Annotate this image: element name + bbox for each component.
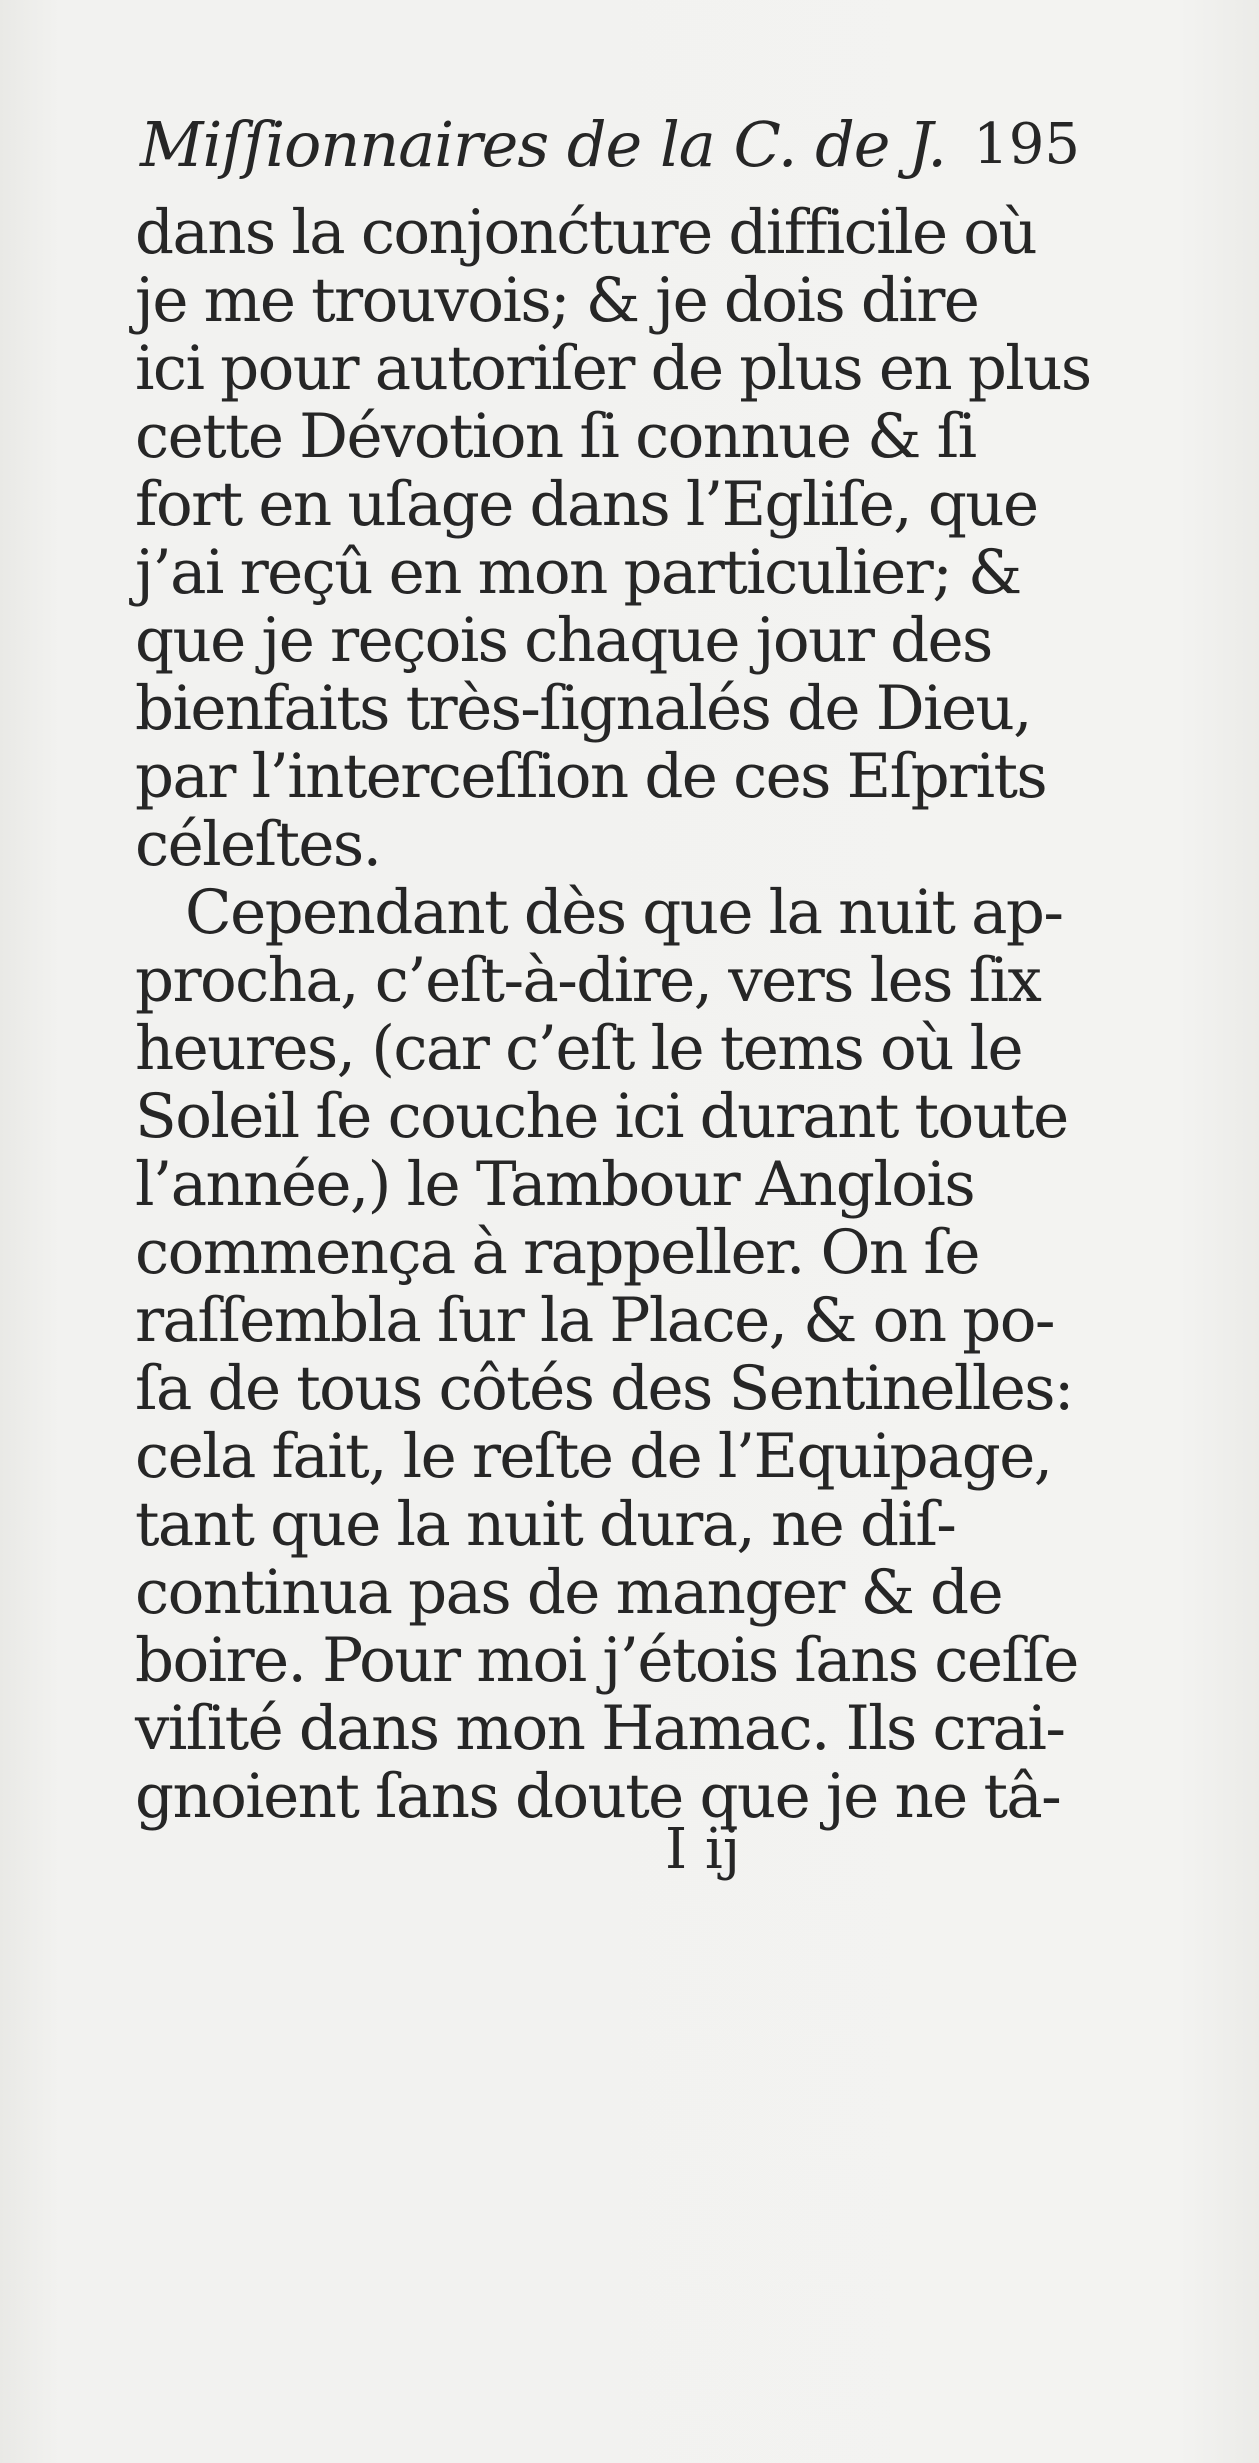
paragraph-first-line: Cependant dès que la nuit ap- — [185, 877, 1063, 948]
text-line: cela fait, le reſte de l’Equipage, — [135, 1421, 1052, 1492]
text-line: bienfaits très-ſignalés de Dieu, — [135, 673, 1031, 744]
text-line: l’année,) le Tambour Anglois — [135, 1149, 975, 1220]
text-line: céleſtes. — [135, 809, 381, 880]
text-line: heures, (car c’eſt le tems où le — [135, 1013, 1022, 1084]
text-line: dans la conjonćture difficile où — [135, 197, 1037, 268]
text-line: ici pour autoriſer de plus en plus — [135, 333, 1091, 404]
text-line: gnoient ſans doute que je ne tâ- — [135, 1761, 1061, 1832]
signature-mark: I ij — [665, 1817, 741, 1882]
text-line: ſa de tous côtés des Sentinelles: — [135, 1353, 1073, 1424]
text-line: tant que la nuit dura, ne diſ- — [135, 1489, 956, 1560]
text-line: Soleil ſe couche ici durant toute — [135, 1081, 1068, 1152]
running-title: Miſſionnaires de la C. de J. — [140, 108, 946, 181]
page-header — [140, 105, 1100, 185]
text-line: raſſembla ſur la Place, & on po- — [135, 1285, 1054, 1356]
text-line: je me trouvois; & je dois dire — [135, 265, 979, 336]
text-line: que je reçois chaque jour des — [135, 605, 992, 676]
text-line: procha, c’eſt-à-dire, vers les ſix — [135, 945, 1041, 1016]
text-line: fort en uſage dans l’Egliſe, que — [135, 469, 1038, 540]
text-line: commença à rappeller. On ſe — [135, 1217, 979, 1288]
text-line: j’ai reçû en mon particulier; & — [135, 537, 1021, 608]
page-number: 195 — [973, 112, 1080, 177]
text-line: viſité dans mon Hamac. Ils crai- — [135, 1693, 1065, 1764]
text-line: boire. Pour moi j’étois ſans ceſſe — [135, 1625, 1078, 1696]
text-line: cette Dévotion ſi connue & ſi — [135, 401, 976, 472]
text-line: par l’interceſſion de ces Eſprits — [135, 741, 1047, 812]
text-line: continua pas de manger & de — [135, 1557, 1003, 1628]
